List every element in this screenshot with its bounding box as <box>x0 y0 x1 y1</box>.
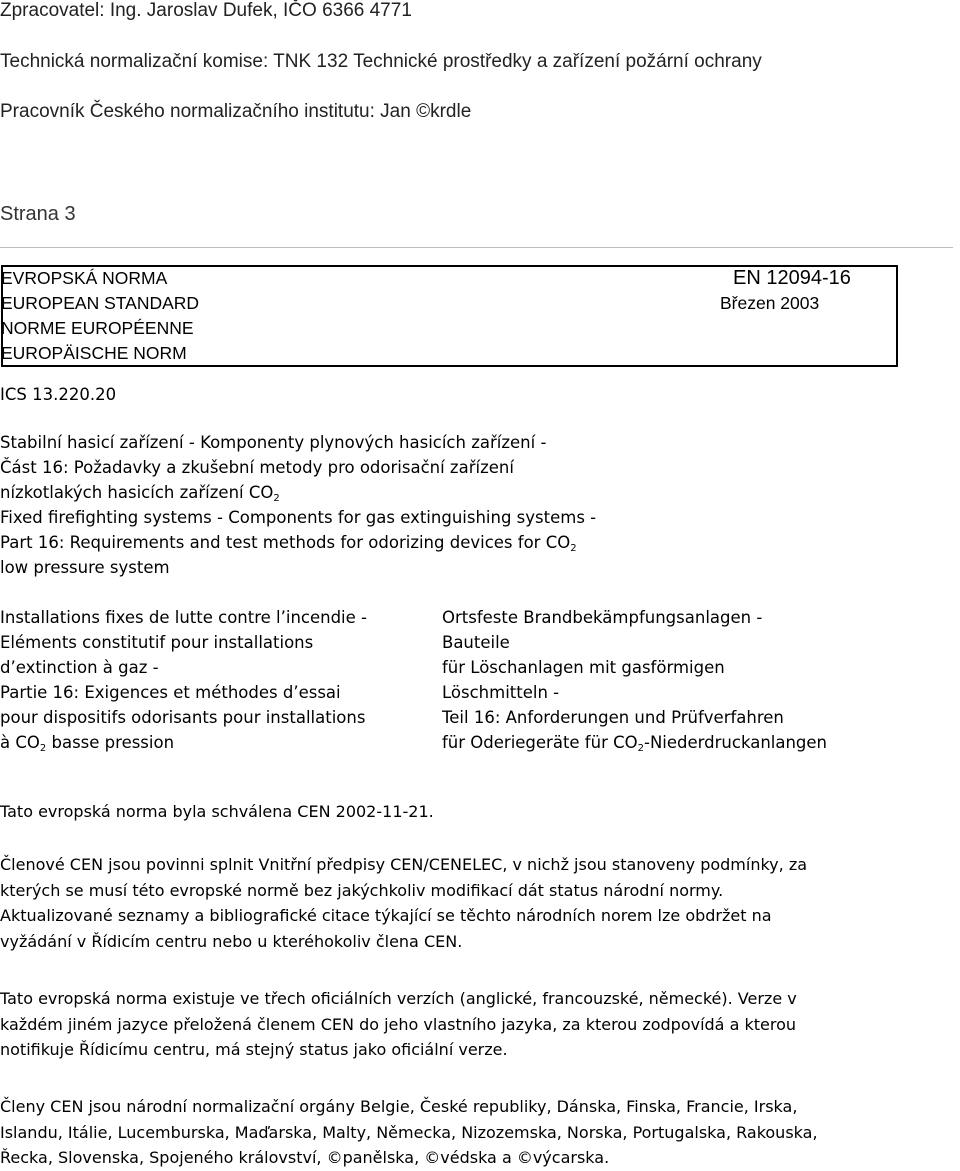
norm-name-de: EUROPÄISCHE NORM <box>1 343 187 363</box>
paragraph-line: Aktualizované seznamy a bibliografické citace týkající se těchto národních norem lze obdržet na <box>0 906 772 925</box>
title-en-line1: Fixed firefighting systems - Components for gas extinguishing systems - <box>0 508 597 527</box>
title-de-line: Löschmitteln - <box>442 683 560 702</box>
ics-code: ICS 13.220.20 <box>0 385 117 404</box>
title-en-line3: low pressure system <box>0 558 170 577</box>
title-block <box>0 430 596 580</box>
paragraph-line: Tato evropská norma existuje ve třech oficiálních verzích (anglické, francouzské, německé). Verze v <box>0 989 797 1008</box>
title-cz-line1: Stabilní hasicí zařízení - Komponenty plynových hasicích zařízení - <box>0 433 547 452</box>
norm-code: EN 12094-16 <box>733 267 851 289</box>
paragraph-line: Členové CEN jsou povinni splnit Vnitřní předpisy CEN/CENELEC, v nichž jsou stanoveny podmínky, za <box>0 855 808 874</box>
paragraph-line: kterých se musí této evropské normě bez jakýchkoliv modifikací dát status národní normy. <box>0 880 724 900</box>
title-fr <box>0 605 367 755</box>
norm-names <box>1 266 199 366</box>
norm-name-en: EUROPEAN STANDARD <box>1 293 200 313</box>
title-de-line: für Löschanlagen mit gasförmigen <box>442 658 725 677</box>
title-fr-line: d’extinction à gaz - <box>0 658 159 677</box>
paragraph-line: vyžádání v Řídicím centru nebo u kteréhokoliv člena CEN. <box>0 931 463 951</box>
approval-statement: Tato evropská norma byla schválena CEN 2002-11-21. <box>0 802 434 821</box>
paragraph-line: Členy CEN jsou národní normalizační orgány Belgie, České republiky, Dánska, Finska, Francie, Irska, <box>0 1097 798 1116</box>
title-fr-line: Installations fixes de lutte contre l’incendie - <box>0 608 367 627</box>
paragraph-line: Islandu, Itálie, Lucemburska, Maďarska, Malty, Německa, Nizozemska, Norska, Portugalska, Rakouska, <box>0 1122 818 1142</box>
paragraph-line: notifikuje Řídicímu centru, má stejný status jako oficiální verze. <box>0 1040 508 1059</box>
norm-date: Březen 2003 <box>720 293 820 313</box>
title-de <box>442 605 827 755</box>
paragraph-members-obligation <box>0 852 807 954</box>
title-fr-line: Partie 16: Exigences et méthodes d’essai <box>0 683 341 702</box>
committee-line: Technická normalizační komise: TNK 132 Technické prostředky a zařízení požární ochrany <box>0 51 762 72</box>
title-de-line: für Oderiegeräte für $CO_2$-Niederdruckanlangen <box>442 733 828 754</box>
title-de-line: Ortsfeste Brandbekämpfungsanlagen - <box>442 608 763 627</box>
title-fr-line: pour dispositifs odorisants pour installations <box>0 708 366 727</box>
paragraph-cen-members <box>0 1094 818 1171</box>
institute-worker-line: Pracovník Českého normalizačního institutu: Jan ©krdle <box>0 101 472 122</box>
paragraph-line: každém jiném jazyce přeložená členem CEN do jeho vlastního jazyka, za kterou zodpovídá a kterou <box>0 1014 796 1034</box>
norm-name-cz: EVROPSKÁ NORMA <box>1 268 168 288</box>
norm-name-fr: NORME EUROPÉENNE <box>1 318 194 338</box>
title-de-line: Teil 16: Anforderungen und Prüfverfahren <box>442 708 784 727</box>
title-de-line: Bauteile <box>442 633 510 652</box>
page-number: Strana 3 <box>0 203 76 225</box>
title-fr-line: à $CO_2$ basse pression <box>0 733 175 754</box>
title-en-line2: Part 16: Requirements and test methods for odorizing devices for $CO_2$ <box>0 533 577 554</box>
title-cz-line2: Část 16: Požadavky a zkušební metody pro odorisační zařízení <box>0 458 514 477</box>
separator-line <box>0 247 953 248</box>
paragraph-official-versions <box>0 986 797 1063</box>
title-fr-line: Eléments constitutif pour installations <box>0 633 314 652</box>
processor-line: Zpracovatel: Ing. Jaroslav Dufek, IČO 6366 4771 <box>0 0 412 21</box>
paragraph-line: Řecka, Slovenska, Spojeného království, ©panělska, ©védska a ©výcarska. <box>0 1148 610 1167</box>
title-cz-line3: nízkotlakých hasicích zařízení $CO_2$ <box>0 483 280 504</box>
